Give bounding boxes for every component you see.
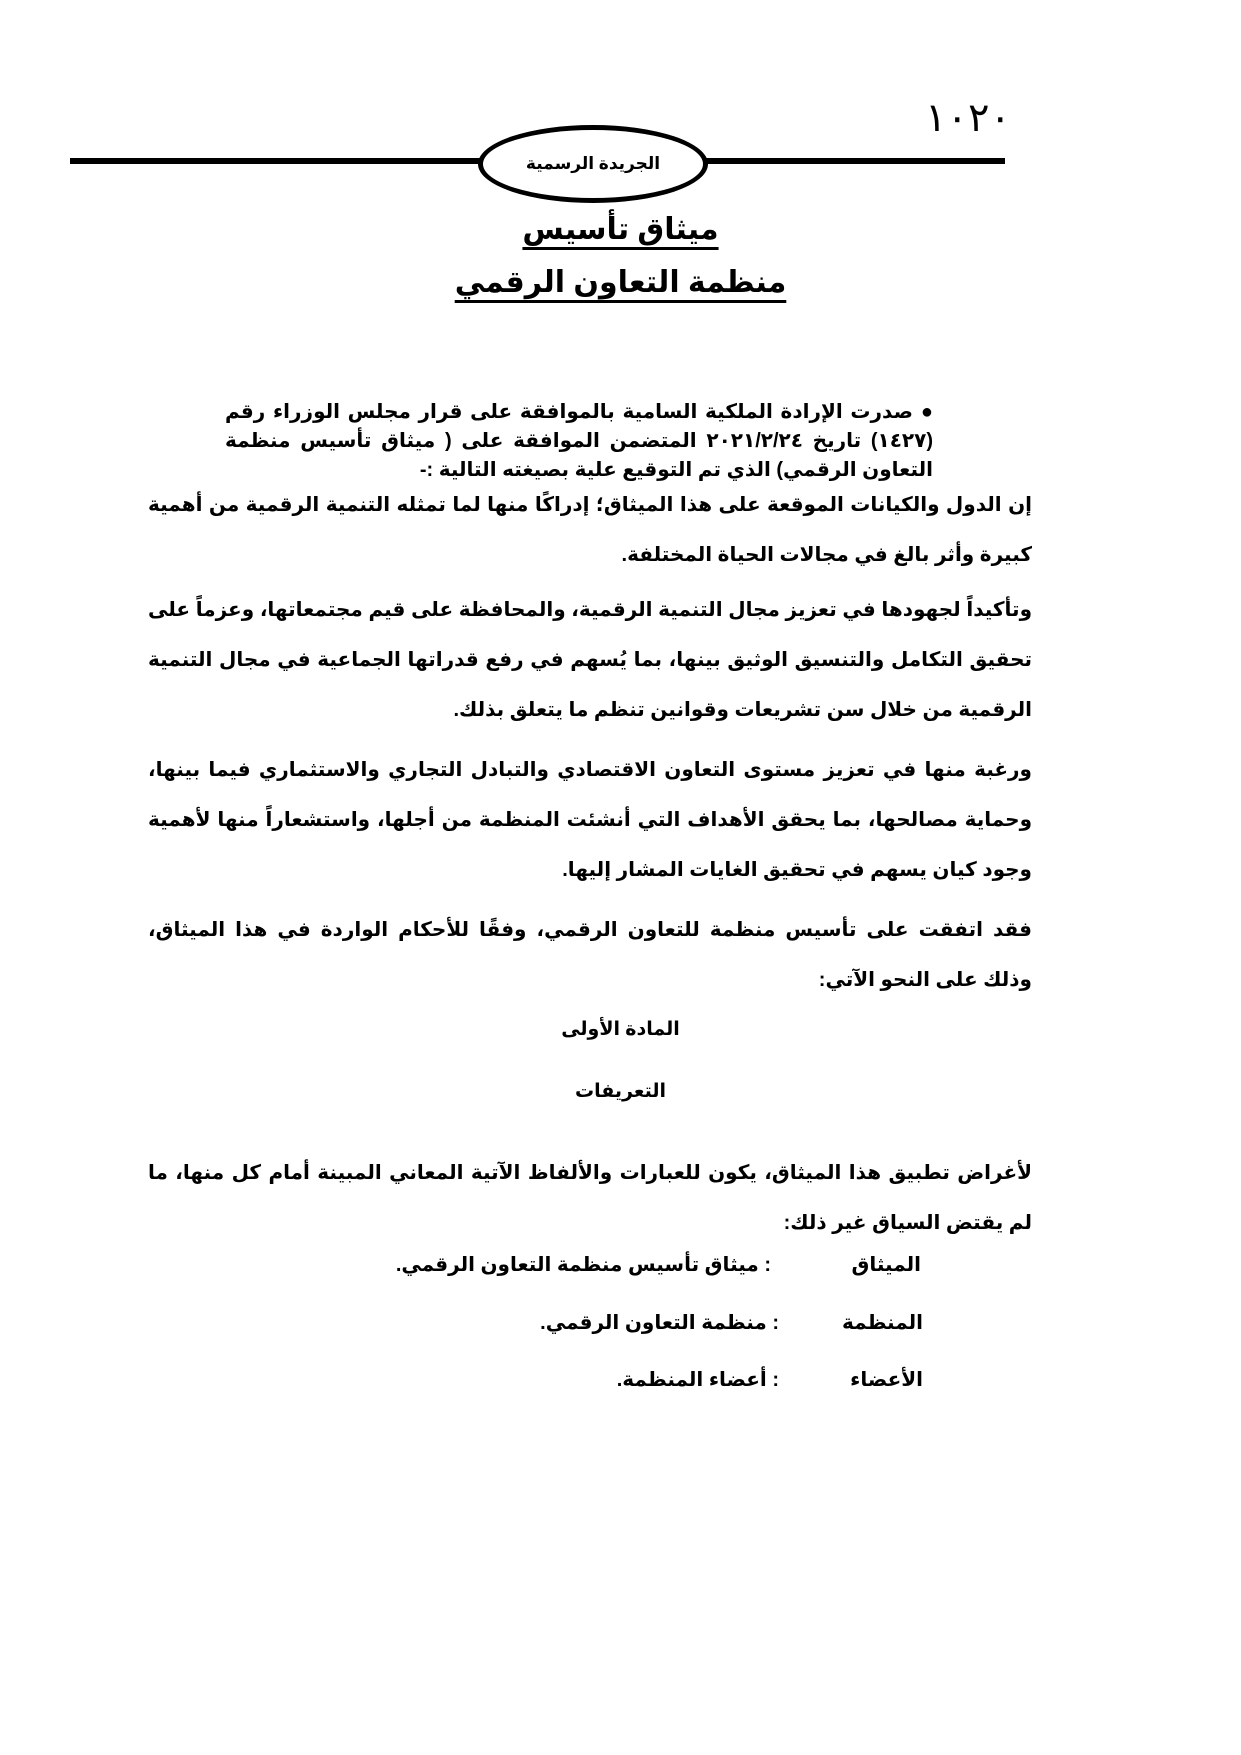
preamble-paragraph-2: وتأكيداً لجهودها في تعزيز مجال التنمية الرقمية، والمحافظة على قيم مجتمعاتها، وعزماً على تحقيق التكامل والتنسيق الوثيق بينها، بما يُسهم في رفع قدراتها الجماعية في مجال التنمية الرقمية من خلال سن تشريعات وقوانين تنظم ما يتعلق بذلك. [148,599,1032,721]
definition-term: المنظمة [842,1312,923,1334]
preamble-paragraph-1: إن الدول والكيانات الموقعة على هذا الميثاق؛ إدراكًا منها لما تمثله التنمية الرقمية من أهمية كبيرة وأثر بالغ في مجالات الحياة المختلفة. [148,494,1032,566]
article-number: المادة الأولى [561,1019,680,1040]
decree-text: صدرت الإرادة الملكية السامية بالموافقة على قرار مجلس الوزراء رقم (١٤٢٧) تاريخ ٢٠٢١/٢/٢٤ المتضمن الموافقة على ( ميثاق تأسيس منظمة التعاون الرقمي) الذي تم التوقيع علية بصيغته التالية :- [225,401,934,481]
definition-meaning: : أعضاء المنظمة. [616,1369,779,1391]
definition-term: الأعضاء [850,1369,923,1391]
preamble-paragraph-3: ورغبة منها في تعزيز مستوى التعاون الاقتصادي والتبادل التجاري والاستثماري فيما بينها، وحماية مصالحها، بما يحقق الأهداف التي أنشئت المنظمة من أجلها، واستشعاراً منها لأهمية وجود كيان يسهم في تحقيق الغايات المشار إليها. [148,759,1032,881]
definition-term: الميثاق [851,1254,921,1276]
document-title-line2: منظمة التعاون الرقمي [454,266,787,299]
preamble-paragraph-4: فقد اتفقت على تأسيس منظمة للتعاون الرقمي، وفقًا للأحكام الواردة في هذا الميثاق، وذلك على النحو الآتي: [148,919,1032,991]
definitions-intro: لأغراض تطبيق هذا الميثاق، يكون للعبارات والألفاظ الآتية المعاني المبينة أمام كل منها، ما لم يقتض السياق غير ذلك: [148,1162,1032,1234]
publication-name: الجريدة الرسمية [525,154,661,173]
definition-meaning: : منظمة التعاون الرقمي. [540,1312,779,1334]
header-rule-left [70,158,490,164]
bullet-icon: ● [920,401,933,423]
definition-meaning: : ميثاق تأسيس منظمة التعاون الرقمي. [395,1254,771,1276]
decree-bullet [225,398,933,485]
article-heading: التعريفات [575,1081,666,1102]
page-number: ١٠٢٠ [925,95,1011,141]
document-title-line1: ميثاق تأسيس [522,213,719,246]
header-rule-right [700,158,1005,164]
publication-badge [478,125,708,203]
